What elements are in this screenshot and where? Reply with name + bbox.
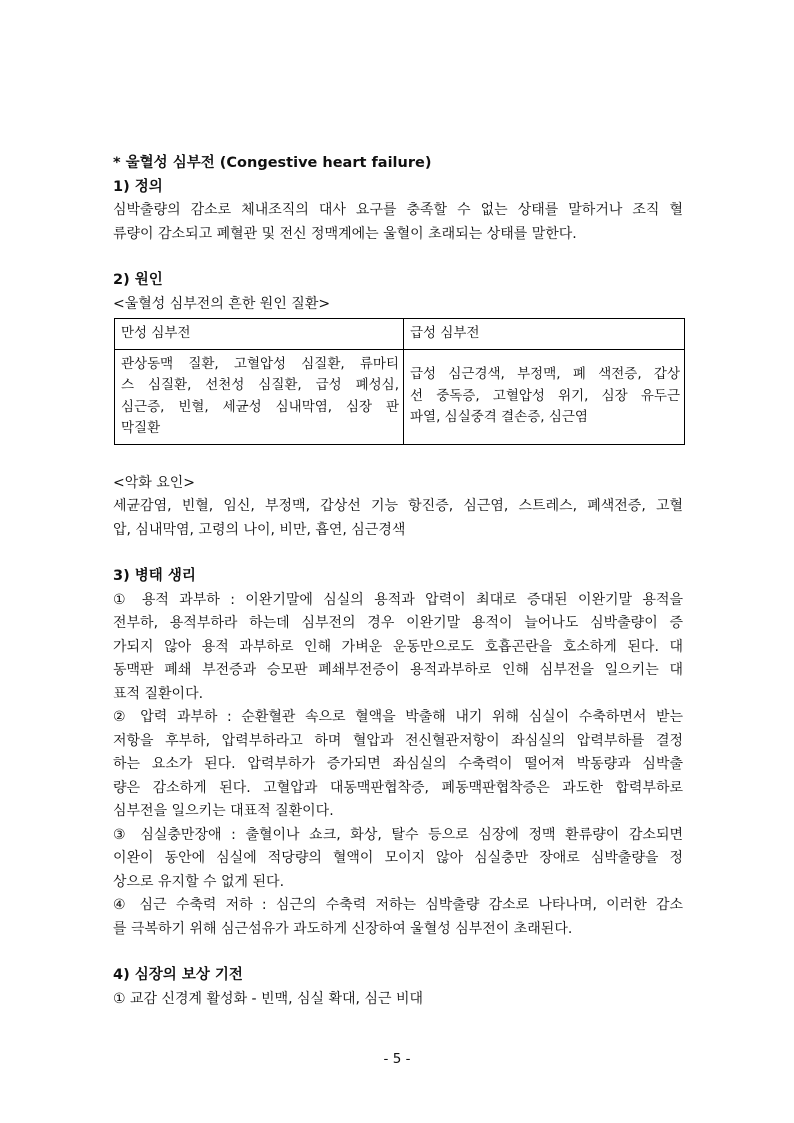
table-header-acute: 급성 심부전	[404, 319, 685, 350]
cell-line: 파열, 심실중격 결손증, 심근염	[410, 409, 588, 426]
table-row	[115, 349, 685, 444]
cell-line: 선 중독증, 고혈압성 위기, 심장 유두근	[410, 387, 680, 404]
cell-line: 관상동맥 질환, 고혈압성 심질환, 류마티	[121, 355, 399, 372]
paragraph-line: 류량이 감소되고 폐혈관 및 전신 정맥계에는 울혈이 초래되는 상태를 말한다.	[113, 225, 577, 242]
paragraph-line: ③ 심실충만장애 : 출혈이나 쇼크, 화상, 탈수 등으로 심장에 정맥 환류량이 감소되면	[113, 826, 683, 843]
spacer	[113, 941, 683, 964]
table-header-chronic: 만성 심부전	[115, 319, 404, 350]
paragraph-line: 저항을 후부하, 압력부하라고 하며 혈압과 전신혈관저항이 좌심실의 압력부하를 결정	[113, 732, 683, 749]
section-1-heading: 1) 정의	[113, 178, 163, 195]
table-caption: <울혈성 심부전의 흔한 원인 질환>	[113, 295, 331, 312]
aggravating-caption: <악화 요인>	[113, 474, 196, 491]
spacer	[113, 449, 683, 472]
table-header-row	[115, 319, 685, 350]
cell-line: 심근증, 빈혈, 세균성 심내막염, 심장 판	[121, 398, 399, 415]
page-number: - 5 -	[383, 1051, 411, 1067]
section-4-heading: 4) 심장의 보상 기전	[113, 967, 243, 983]
section-3-heading: 3) 병태 생리	[113, 568, 196, 584]
causes-table	[114, 318, 685, 445]
acute-causes-cell	[404, 349, 685, 444]
cell-line: 막질환	[121, 420, 161, 436]
paragraph-line: ① 교감 신경계 활성화 - 빈맥, 심실 확대, 심근 비대	[113, 990, 423, 1007]
paragraph-line: 전부하, 용적부하라 하는데 심부전의 경우 이완기말 용적이 늘어나도 심박출량이 증	[113, 615, 683, 631]
paragraph-line: 상으로 유지할 수 없게 된다.	[113, 873, 285, 890]
spacer	[113, 246, 683, 269]
cell-line: 급성 심근경색, 부정맥, 폐 색전증, 갑상	[410, 366, 680, 383]
paragraph-line: ① 용적 과부하 : 이완기말에 심실의 용적과 압력이 최대로 증대된 이완기말 용적을	[113, 591, 683, 608]
paragraph-line: 압, 심내막염, 고령의 나이, 비만, 흡연, 심근경색	[113, 521, 406, 538]
section-2-heading: 2) 원인	[113, 272, 163, 288]
paragraph-line: ② 압력 과부하 : 순환혈관 속으로 혈액을 박출해 내기 위해 심실이 수축하면서 받는	[113, 709, 683, 725]
page-content	[113, 152, 683, 1011]
chronic-causes-cell	[115, 349, 404, 444]
paragraph-line: 표적 질환이다.	[113, 685, 204, 702]
paragraph-line: 심박출량의 감소로 체내조직의 대사 요구를 충족할 수 없는 상태를 말하거나 조직 혈	[113, 202, 683, 218]
paragraph-line: 이완이 동안에 심실에 적당량의 혈액이 모이지 않아 심실충만 장애로 심박출량을 정	[113, 850, 683, 866]
paragraph-line: 심부전을 일으키는 대표적 질환이다.	[113, 803, 334, 819]
paragraph-line: 세균감염, 빈혈, 임신, 부정맥, 갑상선 기능 항진증, 심근염, 스트레스, 폐색전증, 고혈	[113, 498, 683, 514]
document-title: * 울혈성 심부전 (Congestive heart failure)	[113, 155, 432, 171]
spacer	[113, 542, 683, 565]
paragraph-line: 량은 감소하게 된다. 고혈압과 대동맥판협착증, 폐동맥판협착증은 과도한 합력부하로	[113, 779, 683, 796]
paragraph-line: 동맥판 폐쇄 부전증과 승모판 폐쇄부전증이 용적과부하로 인해 심부전을 일으키는 대	[113, 662, 683, 678]
paragraph-line: ④ 심근 수축력 저하 : 심근의 수축력 저하는 심박출량 감소로 나타나며, 이러한 감소	[113, 897, 683, 913]
paragraph-line: 하는 요소가 된다. 압력부하가 증가되면 좌심실의 수축력이 떨어져 박동량과 심박출	[113, 756, 683, 772]
cell-line: 스 심질환, 선천성 심질환, 급성 폐성심,	[121, 377, 399, 393]
paragraph-line: 가되지 않아 용적 과부하로 인해 가벼운 운동만으로도 호흡곤란을 호소하게 된다. 대	[113, 638, 683, 655]
paragraph-line: 를 극복하기 위해 심근섬유가 과도하게 신장하여 울혈성 심부전이 초래된다.	[113, 920, 573, 937]
